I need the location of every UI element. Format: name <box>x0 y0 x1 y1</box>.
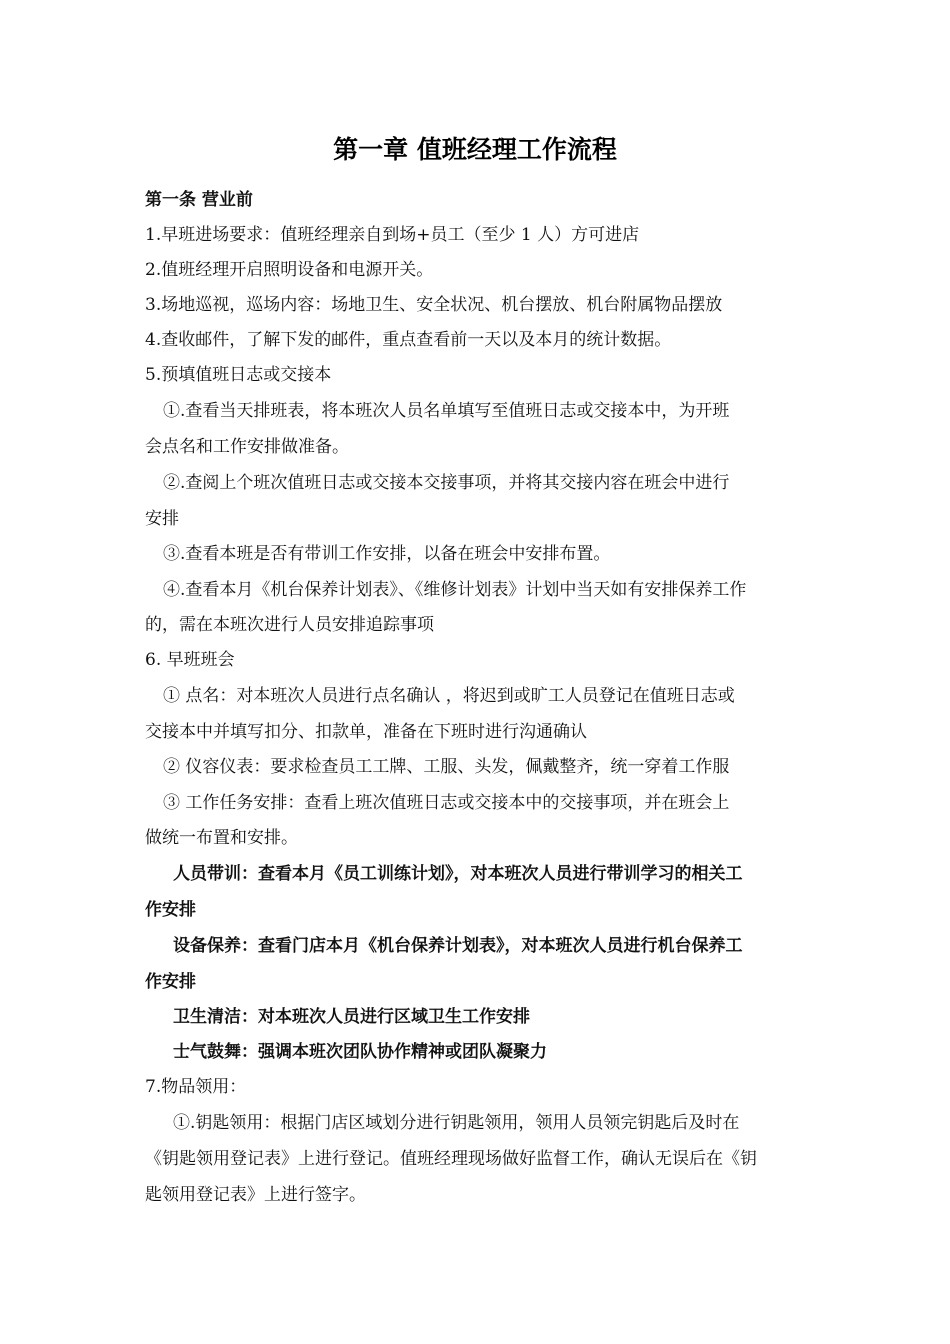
paragraph-line: 安排 <box>145 509 179 529</box>
document-body <box>145 183 810 1213</box>
paragraph-line: ② 仪容仪表：要求检查员工工牌、工服、头发，佩戴整齐，统一穿着工作服 <box>163 757 730 777</box>
bold-paragraph-line: 士气鼓舞：强调本班次团队协作精神或团队凝聚力 <box>173 1042 547 1062</box>
paragraph-line: 2.值班经理开启照明设备和电源开关。 <box>145 260 434 280</box>
paragraph-line: 6. 早班班会 <box>145 650 235 670</box>
paragraph-line: 《钥匙领用登记表》上进行登记。值班经理现场做好监督工作，确认无误后在《钥 <box>145 1149 757 1169</box>
paragraph-line: 的，需在本班次进行人员安排追踪事项 <box>145 615 434 635</box>
page-title: 第一章 值班经理工作流程 <box>333 135 617 164</box>
paragraph-line: 交接本中并填写扣分、扣款单，准备在下班时进行沟通确认 <box>145 722 587 742</box>
paragraph-line: 5.预填值班日志或交接本 <box>145 365 332 385</box>
paragraph-line: 7.物品领用： <box>145 1077 247 1097</box>
paragraph-line: 3.场地巡视，巡场内容：场地卫生、安全状况、机台摆放、机台附属物品摆放 <box>145 295 723 315</box>
paragraph-line: ①.钥匙领用：根据门店区域划分进行钥匙领用，领用人员领完钥匙后及时在 <box>173 1113 740 1133</box>
paragraph-line: ③ 工作任务安排：查看上班次值班日志或交接本中的交接事项，并在班会上 <box>163 793 730 813</box>
paragraph-line: ①.查看当天排班表，将本班次人员名单填写至值班日志或交接本中，为开班 <box>163 401 730 421</box>
paragraph-line: 做统一布置和安排。 <box>145 828 298 848</box>
paragraph-line: ① 点名：对本班次人员进行点名确认 ，将迟到或旷工人员登记在值班日志或 <box>163 686 735 706</box>
paragraph-line: 会点名和工作安排做准备。 <box>145 437 349 457</box>
paragraph-line: 匙领用登记表》上进行签字。 <box>145 1185 366 1205</box>
paragraph-line: ③.查看本班是否有带训工作安排，以备在班会中安排布置。 <box>163 544 611 564</box>
paragraph-line: 1.早班进场要求：值班经理亲自到场+员工（至少 1 人）方可进店 <box>145 225 640 245</box>
bold-paragraph-line: 设备保养：查看门店本月《机台保养计划表》，对本班次人员进行机台保养工 <box>173 936 743 956</box>
paragraph-line: 4.查收邮件，了解下发的邮件，重点查看前一天以及本月的统计数据。 <box>145 330 672 350</box>
section-heading: 第一条 营业前 <box>145 190 253 210</box>
bold-paragraph-line: 作安排 <box>145 900 196 920</box>
bold-paragraph-line: 人员带训：查看本月《员工训练计划》，对本班次人员进行带训学习的相关工 <box>173 864 743 884</box>
paragraph-line: ②.查阅上个班次值班日志或交接本交接事项，并将其交接内容在班会中进行 <box>163 473 730 493</box>
bold-paragraph-line: 卫生清洁：对本班次人员进行区域卫生工作安排 <box>173 1007 530 1027</box>
paragraph-line: ④.查看本月《机台保养计划表》、《维修计划表》计划中当天如有安排保养工作 <box>163 580 747 600</box>
bold-paragraph-line: 作安排 <box>145 972 196 992</box>
